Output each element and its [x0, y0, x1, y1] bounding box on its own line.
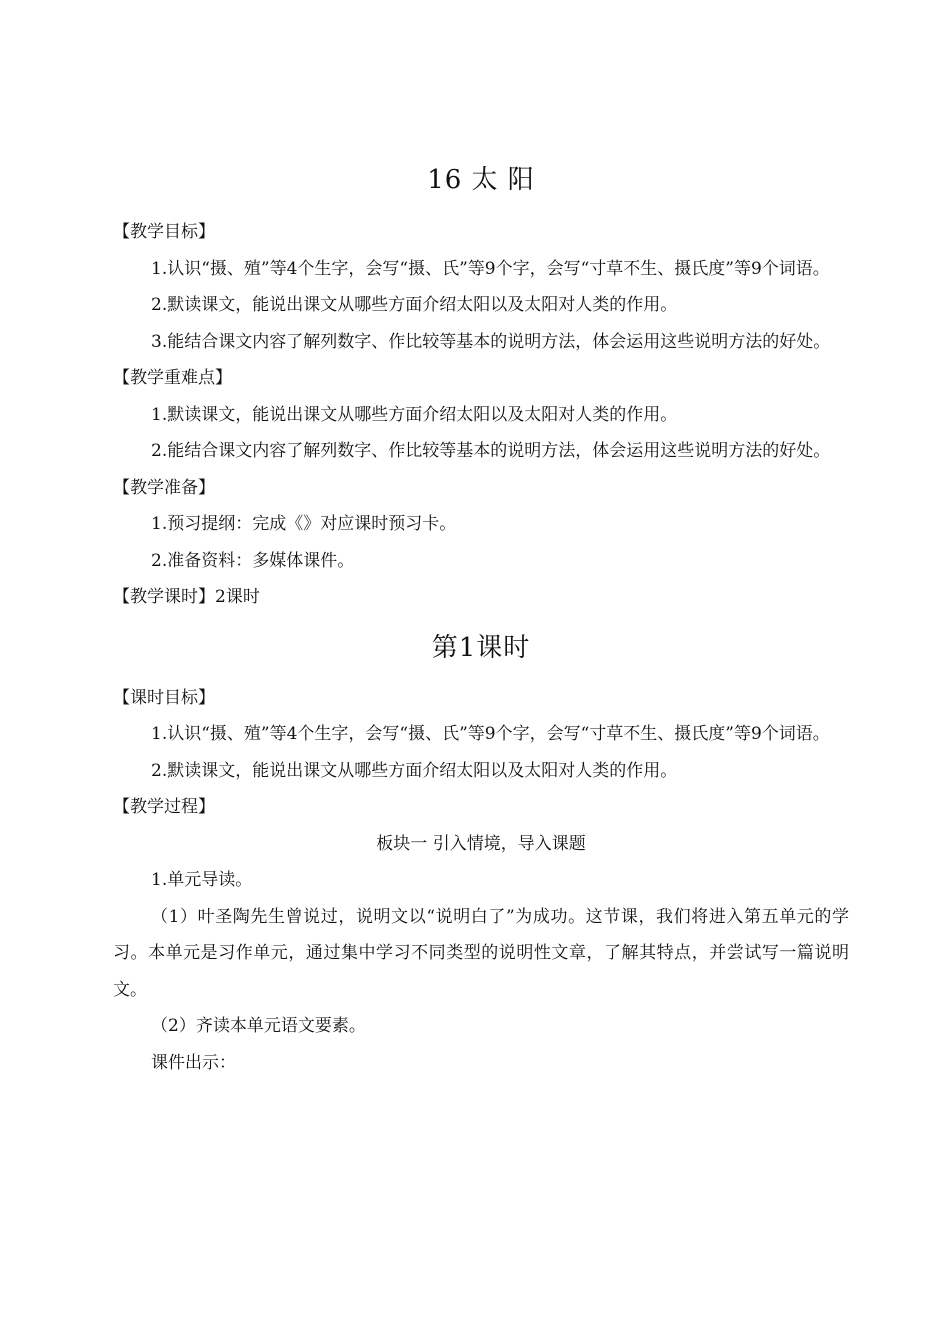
- key-point-item: 1.默读课文，能说出课文从哪些方面介绍太阳以及太阳对人类的作用。: [151, 404, 678, 425]
- block1-title: 板块一 引入情境，导入课题: [376, 833, 586, 854]
- hours-line: 【教学课时】2课时: [113, 587, 260, 607]
- goal-item: 3.能结合课文内容了解列数字、作比较等基本的说明方法，体会运用这些说明方法的好处。: [151, 331, 831, 352]
- period-goal-item: 2.默读课文，能说出课文从哪些方面介绍太阳以及太阳对人类的作用。: [151, 760, 678, 781]
- period-title: 第1课时: [431, 632, 531, 663]
- process-item: 1.单元导读。: [151, 870, 253, 890]
- process-heading: 【教学过程】: [113, 797, 215, 817]
- key-point-item: 2.能结合课文内容了解列数字、作比较等基本的说明方法，体会运用这些说明方法的好处。: [151, 441, 831, 461]
- process-item: （1）叶圣陶先生曾说过，说明文以“说明白了”为成功。这节课，我们将进入第五单元的学习。本单元是习作单元，通过集中学习不同类型的说明性文章，了解其特点，并尝试写一篇说明文。: [113, 906, 849, 1000]
- process-item: 课件出示：: [151, 1052, 236, 1073]
- period-goals-heading: 【课时目标】: [113, 687, 215, 708]
- period-goal-item: 1.认识“摄、殖”等4个生字，会写“摄、氏”等9个字，会写“寸草不生、摄氏度”等9个词语。: [151, 724, 830, 744]
- goal-item: 1.认识“摄、殖”等4个生字，会写“摄、氏”等9个字，会写“寸草不生、摄氏度”等9个词语。: [151, 258, 830, 279]
- prep-item: 2.准备资料：多媒体课件。: [151, 550, 355, 571]
- prep-item: 1.预习提纲：完成《》对应课时预习卡。: [151, 514, 457, 534]
- process-item: （2）齐读本单元语文要素。: [151, 1016, 366, 1036]
- lesson-title: 16 太 阳: [427, 165, 535, 195]
- key-points-heading: 【教学重难点】: [113, 368, 232, 388]
- goal-item: 2.默读课文，能说出课文从哪些方面介绍太阳以及太阳对人类的作用。: [151, 295, 678, 315]
- prep-heading: 【教学准备】: [113, 477, 215, 498]
- document-content: [113, 162, 849, 1081]
- goals-heading: 【教学目标】: [113, 222, 215, 242]
